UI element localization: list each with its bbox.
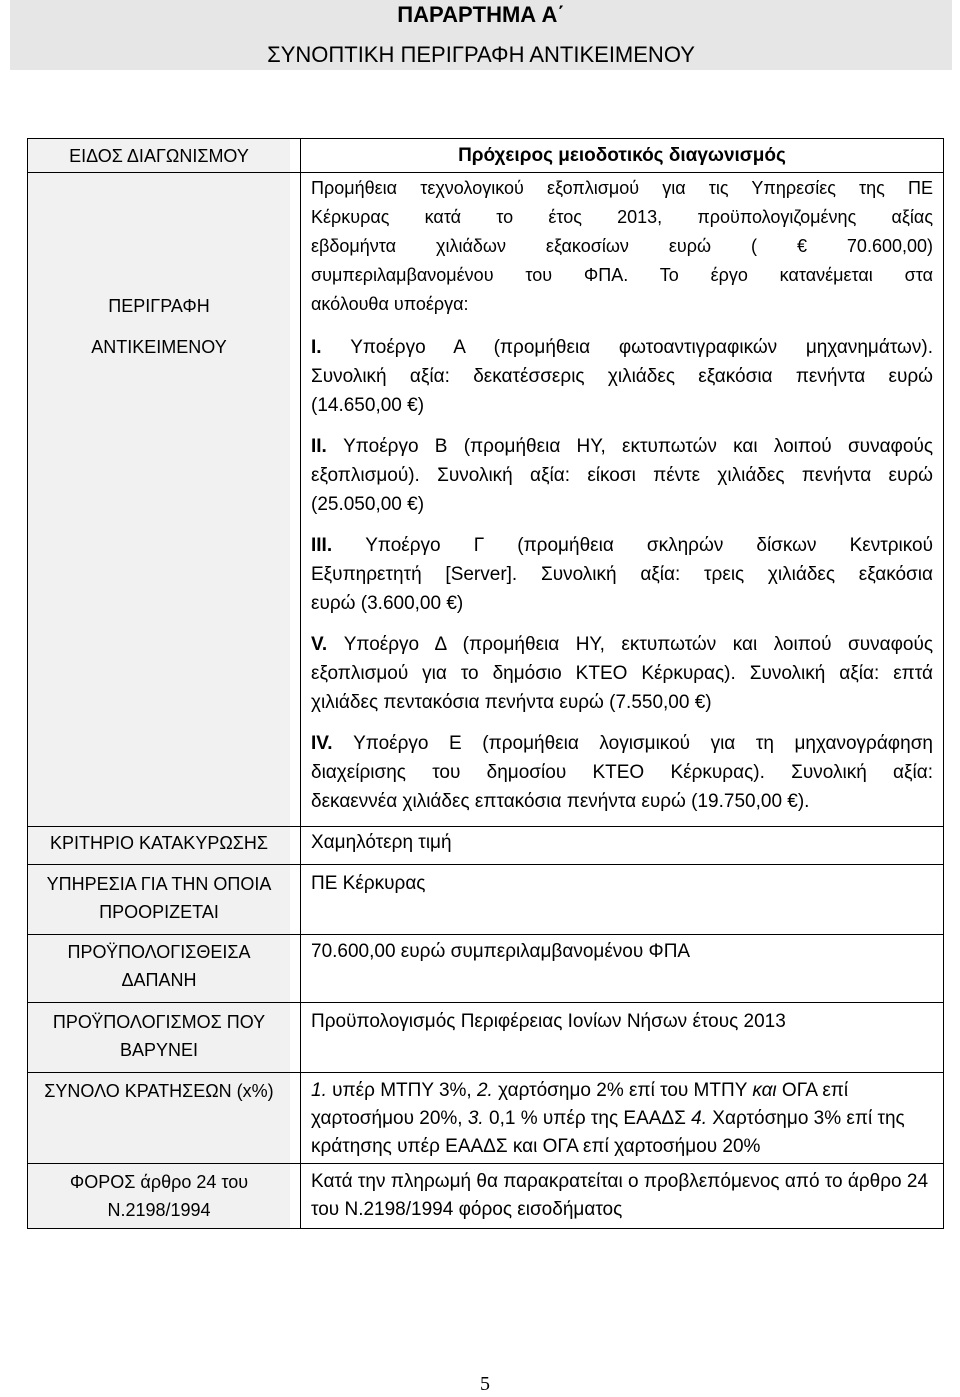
subproject-line: χιλιάδες πεντακόσια πενήντα ευρώ (7.550,00 €) [311,692,712,713]
label-line: ΣΥΝΟΛΟ ΚΡΑΤΗΣΕΩΝ (x%) [44,1081,274,1101]
deduction-text: Χαρτόσημο 3% επί της κράτησης υπέρ ΕΑΑΔΣ και ΟΓΑ επί χαρτοσήμου 20% [311,1108,905,1157]
intro-line: εβδομήντα χιλιάδων εξακοσίων ευρώ ( € 70.600,00) [311,236,933,256]
deduction-number: 4. [691,1108,708,1129]
label-line: ΠΡΟΫΠΟΛΟΓΙΣΘΕΙΣΑ [67,942,251,962]
annex-header [10,0,952,70]
subproject-numeral: IV. [311,733,333,754]
deduction-text: χαρτόσημο 2% επί του ΜΤΠΥ [492,1080,753,1101]
deduction-text: υπέρ ΜΤΠΥ 3%, [326,1080,477,1101]
label-line: ΔΑΠΑΝΗ [121,970,197,990]
tax-label [28,1164,300,1228]
label-line: ΠΕΡΙΓΡΑΦΗ [108,296,210,316]
label-line: ΕΙΔΟΣ ΔΙΑΓΩΝΙΣΜΟΥ [69,146,249,166]
estimated-cost-label [28,935,300,1003]
deduction-conjunction: και [752,1080,777,1101]
page-number: 5 [480,1373,490,1395]
tax-value: Κατά την πληρωμή θα παρακρατείται ο προβλεπόμενος από το άρθρο 24 του Ν.2198/1994 φόρος εισοδήματος [300,1164,943,1228]
deduction-text: ΟΓΑ επί χαρτοσήμου 20%, [311,1080,849,1129]
label-line: ΚΡΙΤΗΡΙΟ ΚΑΤΑΚΥΡΩΣΗΣ [49,833,269,853]
summary-table [27,138,944,1229]
intro-line: Προμήθεια τεχνολογικού εξοπλισμού για τις Υπηρεσίες της ΠΕ [311,178,933,198]
budget-source-value: Προϋπολογισμός Περιφέρειας Ιονίων Νήσων έτους 2013 [300,1003,943,1073]
subproject-numeral: II. [311,436,327,457]
label-line: ΠΡΟΫΠΟΛΟΓΙΣΜΟΣ ΠΟΥ [52,1012,266,1032]
subproject-item [311,333,933,420]
label-line: ΦΟΡΟΣ άρθρο 24 του [69,1172,249,1192]
subproject-line: (14.650,00 €) [311,395,425,416]
annex-title: ΠΑΡΑΡΤΗΜΑ Α΄ [397,2,565,27]
deductions-label [28,1073,300,1164]
budget-source-label [28,1003,300,1073]
subproject-line [311,432,933,461]
label-line: ΑΝΤΙΚΕΙΜΕΝΟΥ [91,337,227,357]
subproject-line [311,333,933,362]
subproject-line: εξοπλισμού). Συνολική αξία: είκοσι πέντε χιλιάδες πενήντα ευρώ [311,465,933,486]
subproject-title: Υποέργο Δ (προμήθεια ΗΥ, εκτυπωτών και λοιπού συναφούς [343,634,934,655]
subproject-line: δεκαεννέα χιλιάδες επτακόσια πενήντα ευρώ (19.750,00 €). [311,791,810,812]
intro-line: Κέρκυρας κατά το έτος 2013, προϋπολογιζομένης αξίας [311,207,933,227]
subproject-item [311,729,933,816]
subproject-line: ευρώ (3.600,00 €) [311,593,464,614]
annex-subtitle: ΣΥΝΟΠΤΙΚΗ ΠΕΡΙΓΡΑΦΗ ΑΝΤΙΚΕΙΜΕΝΟΥ [267,42,695,67]
label-line: Ν.2198/1994 [107,1200,211,1220]
deduction-number: 3. [467,1108,484,1129]
subproject-line [311,531,933,560]
tender-type-label [28,139,300,173]
description-value [300,173,943,827]
deduction-number: 1. [311,1080,327,1101]
subproject-line: (25.050,00 €) [311,494,425,515]
subproject-item [311,432,933,519]
subproject-title: Υποέργο Β (προμήθεια ΗΥ, εκτυπωτών και λοιπού συναφούς [343,436,933,457]
subproject-title: Υποέργο Α (προμήθεια φωτοαντιγραφικών μηχανημάτων). [350,337,933,358]
subproject-numeral: I. [311,337,322,358]
deductions-value [300,1073,943,1164]
estimated-cost-value: 70.600,00 ευρώ συμπεριλαμβανομένου ΦΠΑ [300,935,943,1003]
subproject-numeral: V. [311,634,328,655]
label-line: ΥΠΗΡΕΣΙΑ ΓΙΑ ΤΗΝ ΟΠΟΙΑ [46,874,272,894]
label-line: ΠΡΟΟΡΙΖΕΤΑΙ [99,902,219,922]
tender-type-value: Πρόχειρος μειοδοτικός διαγωνισμός [300,139,943,173]
deduction-text: 0,1 % υπέρ της ΕΑΑΔΣ [483,1108,692,1129]
intro-line: συμπεριλαμβανομένου του ΦΠΑ. Το έργο κατανέμεται στα [311,265,933,285]
subproject-line: Συνολική αξία: δεκατέσσερις χιλιάδες εξακόσια πενήντα ευρώ [311,366,933,387]
subproject-line: εξοπλισμού για το δημόσιο ΚΤΕΟ Κέρκυρας). Συνολική αξία: επτά [311,663,933,684]
subproject-item [311,531,933,618]
subproject-numeral: III. [311,535,333,556]
service-label [28,865,300,935]
subproject-line: Εξυπηρετητή [Server]. Συνολική αξία: τρεις χιλιάδες εξακόσια [311,564,933,585]
label-line: ΒΑΡΥΝΕΙ [119,1040,199,1060]
subproject-line [311,729,933,758]
subproject-title: Υποέργο Γ (προμήθεια σκληρών δίσκων Κεντρικού [365,535,933,556]
subproject-title: Υποέργο Ε (προμήθεια λογισμικού για τη μηχανογράφηση [353,733,933,754]
intro-line: ακόλουθα υποέργα: [311,294,469,314]
description-intro [311,174,933,319]
subproject-line: διαχείρισης του δημοσίου ΚΤΕΟ Κέρκυρας). Συνολική αξία: [311,762,933,783]
description-label [28,173,300,827]
award-criterion-value: Χαμηλότερη τιμή [300,827,943,865]
subproject-line [311,630,933,659]
subproject-item [311,630,933,717]
service-value: ΠΕ Κέρκυρας [300,865,943,935]
award-criterion-label [28,827,300,865]
deduction-number: 2. [476,1080,493,1101]
